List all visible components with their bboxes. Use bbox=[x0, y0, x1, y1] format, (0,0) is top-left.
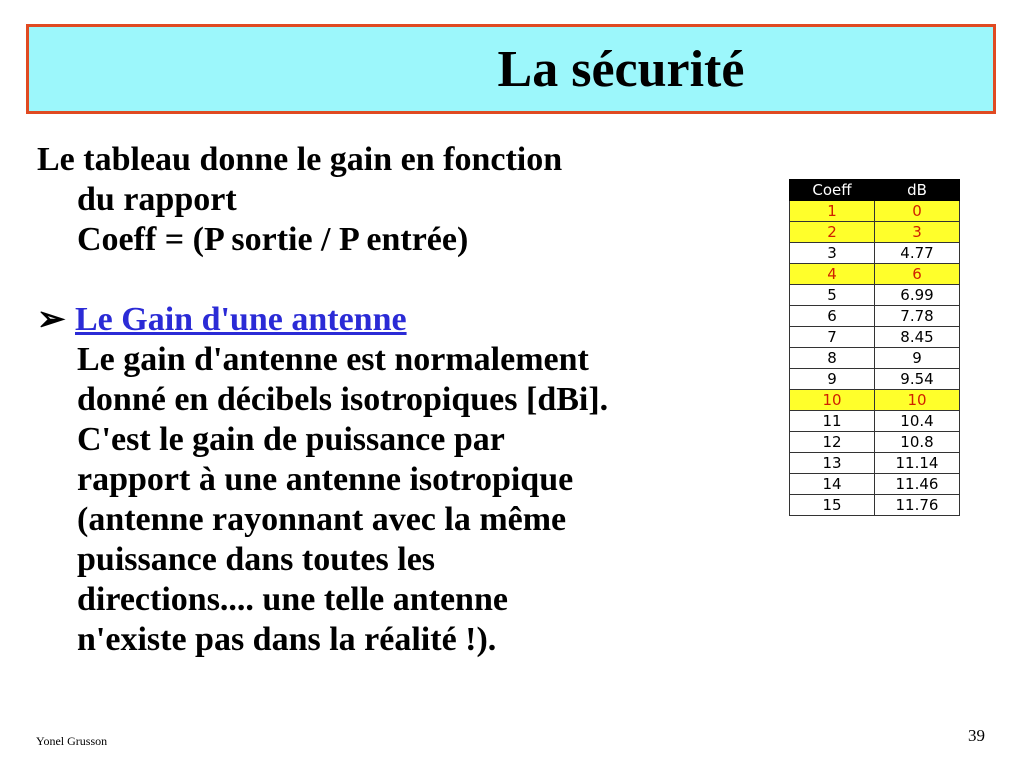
cell-coeff: 12 bbox=[790, 432, 875, 453]
gain-table bbox=[789, 179, 960, 516]
table-row bbox=[790, 243, 960, 264]
table-row bbox=[790, 201, 960, 222]
cell-db: 0 bbox=[875, 201, 960, 222]
cell-db: 6 bbox=[875, 264, 960, 285]
cell-coeff: 4 bbox=[790, 264, 875, 285]
cell-db: 11.76 bbox=[875, 495, 960, 516]
cell-coeff: 1 bbox=[790, 201, 875, 222]
cell-coeff: 13 bbox=[790, 453, 875, 474]
header-coeff: Coeff bbox=[790, 180, 875, 201]
table-row bbox=[790, 432, 960, 453]
intro-line-3: Coeff = (P sortie / P entrée) bbox=[77, 221, 469, 258]
slide-title: La sécurité bbox=[497, 40, 745, 98]
cell-db: 9 bbox=[875, 348, 960, 369]
intro-line-2: du rapport bbox=[77, 181, 237, 218]
bullet-line: puissance dans toutes les bbox=[77, 541, 436, 578]
cell-db: 11.46 bbox=[875, 474, 960, 495]
cell-coeff: 10 bbox=[790, 390, 875, 411]
cell-db: 3 bbox=[875, 222, 960, 243]
table-row bbox=[790, 348, 960, 369]
cell-db: 6.99 bbox=[875, 285, 960, 306]
table-row bbox=[790, 327, 960, 348]
cell-db: 7.78 bbox=[875, 306, 960, 327]
bullet-text-lines bbox=[37, 340, 608, 660]
cell-coeff: 3 bbox=[790, 243, 875, 264]
cell-db: 4.77 bbox=[875, 243, 960, 264]
cell-coeff: 8 bbox=[790, 348, 875, 369]
cell-db: 11.14 bbox=[875, 453, 960, 474]
intro-paragraph bbox=[37, 140, 562, 260]
bullet-line: Le gain d'antenne est normalement bbox=[77, 341, 589, 378]
gain-table-body bbox=[790, 201, 960, 516]
cell-coeff: 9 bbox=[790, 369, 875, 390]
bullet-line: C'est le gain de puissance par bbox=[77, 421, 505, 458]
footer-author: Yonel Grusson bbox=[36, 734, 108, 748]
cell-db: 8.45 bbox=[875, 327, 960, 348]
table-header-row bbox=[790, 180, 960, 201]
table-row bbox=[790, 285, 960, 306]
cell-db: 9.54 bbox=[875, 369, 960, 390]
bullet-line: rapport à une antenne isotropique bbox=[77, 461, 574, 498]
table-row bbox=[790, 390, 960, 411]
title-box bbox=[26, 24, 996, 114]
cell-coeff: 5 bbox=[790, 285, 875, 306]
cell-coeff: 7 bbox=[790, 327, 875, 348]
intro-line-1: Le tableau donne le gain en fonction bbox=[37, 141, 563, 178]
table-row bbox=[790, 222, 960, 243]
cell-db: 10.4 bbox=[875, 411, 960, 432]
table-row bbox=[790, 306, 960, 327]
header-db: dB bbox=[875, 180, 960, 201]
cell-coeff: 15 bbox=[790, 495, 875, 516]
antenna-gain-link[interactable]: Le Gain d'une antenne bbox=[75, 301, 407, 338]
cell-coeff: 14 bbox=[790, 474, 875, 495]
page-number: 39 bbox=[968, 726, 985, 745]
table-row bbox=[790, 411, 960, 432]
arrow-bullet-icon: ➢ bbox=[37, 301, 66, 338]
bullet-line: (antenne rayonnant avec la même bbox=[77, 501, 567, 538]
bullet-line: directions.... une telle antenne bbox=[77, 581, 508, 618]
cell-coeff: 11 bbox=[790, 411, 875, 432]
table-row bbox=[790, 264, 960, 285]
bullet-line: donné en décibels isotropiques [dBi]. bbox=[77, 381, 609, 418]
bullet-paragraph bbox=[37, 300, 608, 660]
cell-coeff: 6 bbox=[790, 306, 875, 327]
table-row bbox=[790, 453, 960, 474]
cell-db: 10 bbox=[875, 390, 960, 411]
bullet-heading-row bbox=[37, 300, 608, 340]
bullet-line: n'existe pas dans la réalité !). bbox=[77, 621, 497, 658]
table-row bbox=[790, 495, 960, 516]
table-row bbox=[790, 474, 960, 495]
cell-coeff: 2 bbox=[790, 222, 875, 243]
cell-db: 10.8 bbox=[875, 432, 960, 453]
table-row bbox=[790, 369, 960, 390]
